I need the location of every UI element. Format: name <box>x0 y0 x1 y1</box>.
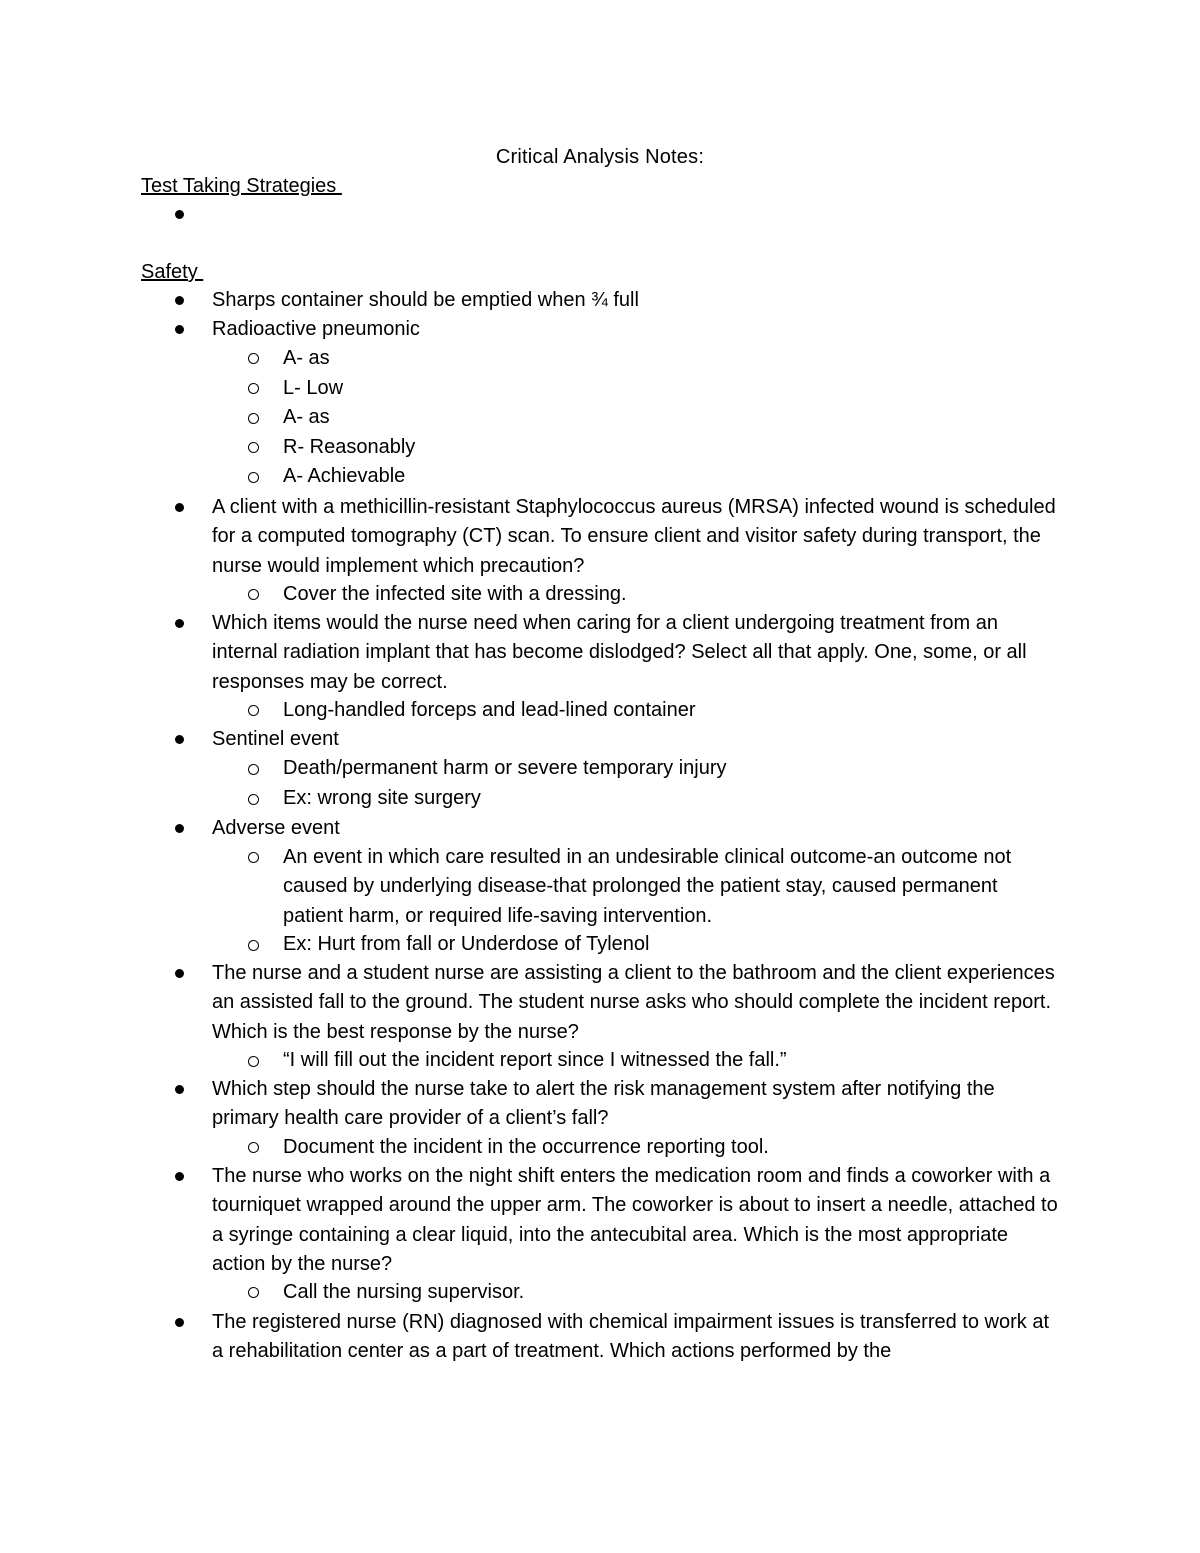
list-item: Sentinel event <box>212 728 339 750</box>
list-item: Radioactive pneumonic <box>212 318 420 340</box>
bullet <box>175 325 184 334</box>
sub-bullet <box>248 852 259 863</box>
bullet <box>175 619 184 628</box>
sub-item: A- as <box>283 347 330 369</box>
sub-bullet <box>248 1287 259 1298</box>
bullet <box>175 296 184 305</box>
sub-item: Call the nursing supervisor. <box>283 1281 525 1303</box>
list-item: Adverse event <box>212 817 340 839</box>
sub-bullet <box>248 705 259 716</box>
sub-bullet <box>248 1056 259 1067</box>
sub-item: An event in which care resulted in an undesirable clinical outcome-an outcome not caused by underlying disease-that prolonged the patient stay, caused permanent patient harm, or required life-saving intervention. <box>283 846 1012 927</box>
sub-item: Long-handled forceps and lead-lined container <box>283 699 696 721</box>
sub-bullet <box>248 383 259 394</box>
sub-item: L- Low <box>283 377 344 399</box>
sub-bullet <box>248 442 259 453</box>
sub-item: Death/permanent harm or severe temporary injury <box>283 757 727 779</box>
sub-item: Document the incident in the occurrence reporting tool. <box>283 1136 769 1158</box>
document-title: Critical Analysis Notes: <box>495 146 705 168</box>
sub-bullet <box>248 413 259 424</box>
list-item: The registered nurse (RN) diagnosed with chemical impairment issues is transferred to work at a rehabilitation center as a part of treatment. Which actions performed by the <box>212 1311 1050 1363</box>
sub-bullet <box>248 764 259 775</box>
sub-bullet <box>248 353 259 364</box>
sub-item: R- Reasonably <box>283 436 416 458</box>
bullet <box>175 735 184 744</box>
sub-item: Cover the infected site with a dressing. <box>283 583 627 605</box>
section-heading-safety: Safety <box>141 261 204 283</box>
bullet <box>175 1172 184 1181</box>
sub-item: “I will fill out the incident report since I witnessed the fall.” <box>283 1049 787 1071</box>
bullet <box>175 824 184 833</box>
sub-item: A- Achievable <box>283 465 406 487</box>
empty-bullet <box>175 210 184 219</box>
sub-bullet <box>248 589 259 600</box>
list-item: A client with a methicillin-resistant Staphylococcus aureus (MRSA) infected wound is scheduled for a computed tomography (CT) scan. To ensure client and visitor safety during transport, the nurse would implement which precaution? <box>212 496 1056 577</box>
list-item: Which step should the nurse take to alert the risk management system after notifying the primary health care provider of a client’s fall? <box>212 1078 995 1130</box>
sub-item: Ex: Hurt from fall or Underdose of Tylenol <box>283 933 650 955</box>
sub-item: A- as <box>283 406 330 428</box>
bullet <box>175 1318 184 1327</box>
sub-bullet <box>248 940 259 951</box>
sub-bullet <box>248 794 259 805</box>
sub-item: Ex: wrong site surgery <box>283 787 481 809</box>
list-item: The nurse and a student nurse are assisting a client to the bathroom and the client experiences an assisted fall to the ground. The student nurse asks who should complete the incident report. Which is the best response by the nurse? <box>212 962 1055 1043</box>
sub-bullet <box>248 472 259 483</box>
bullet <box>175 503 184 512</box>
bullet <box>175 969 184 978</box>
list-item: Which items would the nurse need when caring for a client undergoing treatment from an internal radiation implant that has become dislodged? Select all that apply. One, some, or all responses may be correct. <box>212 612 1027 693</box>
bullet <box>175 1085 184 1094</box>
list-item: The nurse who works on the night shift enters the medication room and finds a coworker with a tourniquet wrapped around the upper arm. The coworker is about to insert a needle, attached to a syringe containing a clear liquid, into the antecubital area. Which is the most appropriate action by the nurse? <box>212 1165 1058 1275</box>
section-heading-test-taking: Test Taking Strategies <box>141 175 342 197</box>
sub-bullet <box>248 1142 259 1153</box>
list-item: Sharps container should be emptied when ¾ full <box>212 289 639 311</box>
